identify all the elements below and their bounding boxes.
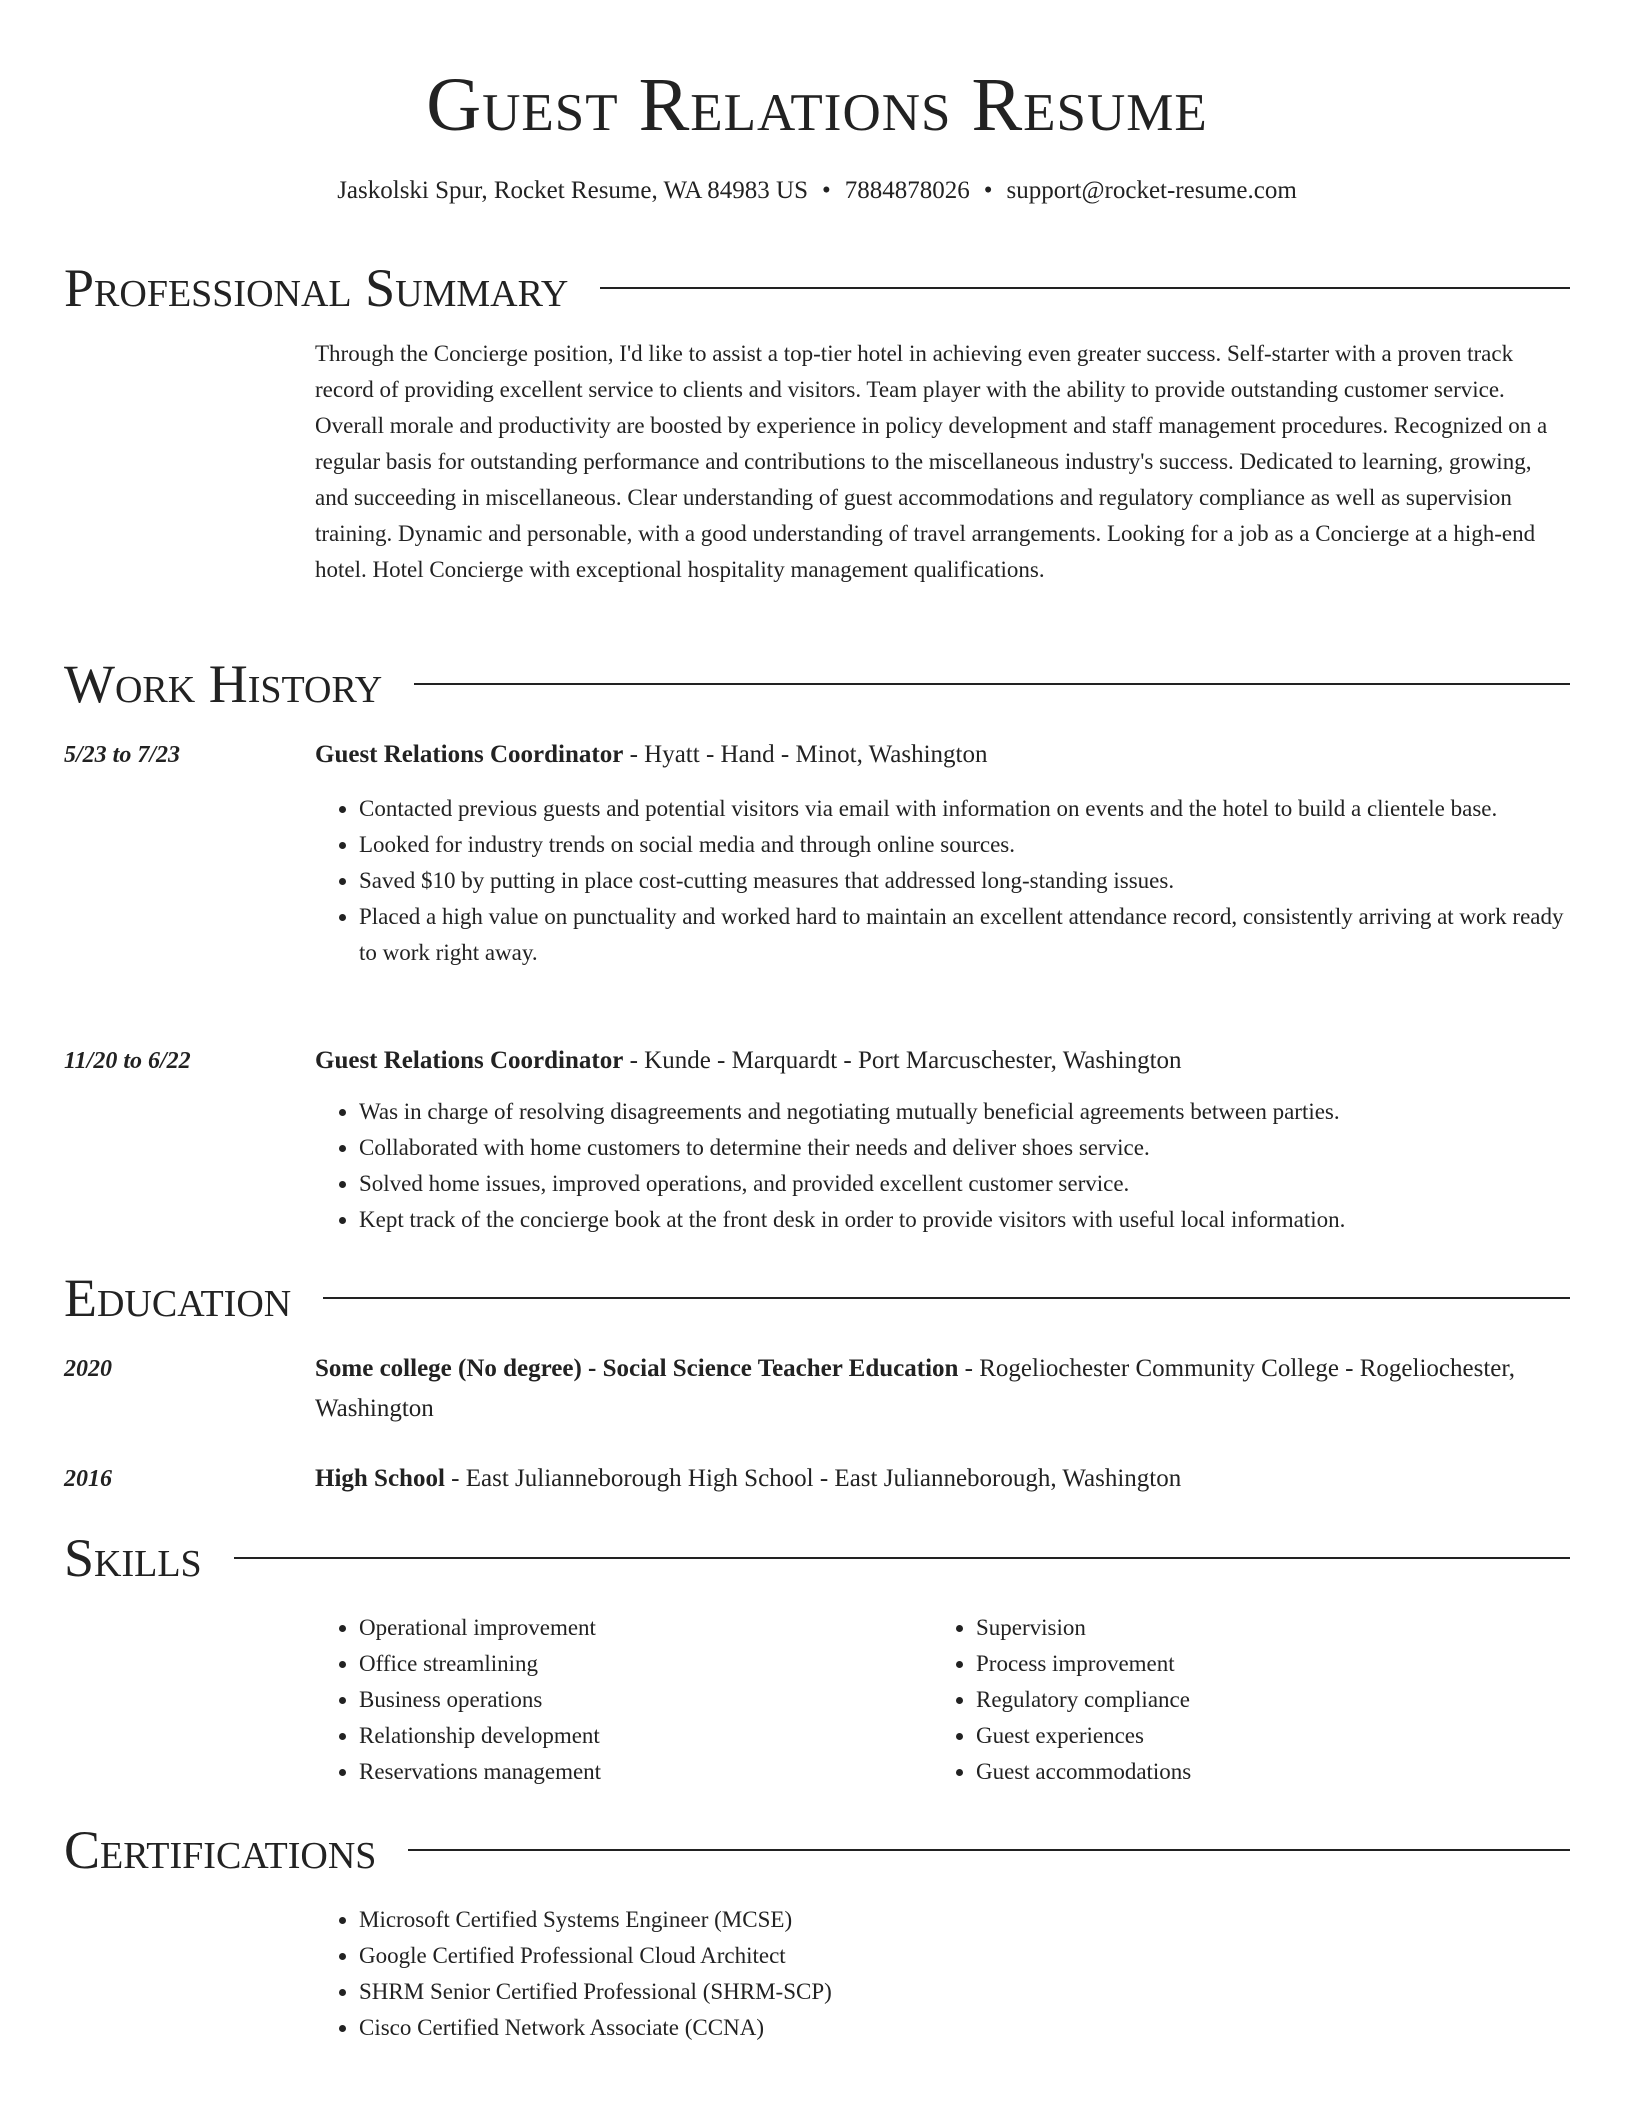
education-year: 2016 [64, 1466, 112, 1492]
section-title-skills: Skills [64, 1528, 202, 1588]
education-heading [315, 1349, 1570, 1429]
section-title-education: Education [64, 1268, 292, 1328]
skill-item: • Supervision [976, 1610, 1536, 1646]
job-bullets [315, 791, 1570, 971]
summary-text: Through the Concierge position, I'd like to assist a top-tier hotel in achieving even greater success. Self-starter with a proven track record of providing excellent service to clients and visitors. Team player with the ability to provide outstanding customer service. Overall morale and productivity are boosted by experience in policy development and staff management procedures. Recognized on a regular basis for outstanding performance and contributions to the miscellaneous industry's success. Dedicated to learning, growing, and succeeding in miscellaneous. Clear understanding of guest accommodations and regulatory compliance as well as supervision training. Dynamic and personable, with a good understanding of travel arrangements. Looking for a job as a Concierge at a high-end hotel. Hotel Concierge with exceptional hospitality management qualifications. [315, 341, 1548, 582]
section-divider [234, 1557, 1570, 1559]
job-details: - Hyatt - Hand - Minot, Washington [623, 741, 988, 768]
contact-email: support@rocket-resume.com [1006, 177, 1297, 204]
job-bullet: • Looked for industry trends on social media and through online sources. [359, 827, 1570, 863]
section-divider [414, 683, 1570, 685]
contact-phone: 7884878026 [844, 177, 970, 204]
certifications-list [315, 1902, 1570, 2046]
skill-item: • Office streamlining [359, 1646, 919, 1682]
skill-item: • Guest accommodations [976, 1754, 1536, 1790]
skills-list-left [315, 1610, 919, 1790]
education-degree: Some college (No degree) - Social Science Teacher Education [315, 1355, 959, 1382]
section-header-education [64, 1268, 1570, 1328]
job-bullet: • Was in charge of resolving disagreements and negotiating mutually beneficial agreements between parties. [359, 1094, 1570, 1130]
job-role: Guest Relations Coordinator [315, 741, 624, 768]
skill-item: • Process improvement [976, 1646, 1536, 1682]
contact-address: Jaskolski Spur, Rocket Resume, WA 84983 US [337, 177, 808, 204]
job-bullet: • Contacted previous guests and potential visitors via email with information on events and the hotel to build a clientele base. [359, 791, 1570, 827]
section-divider [408, 1849, 1570, 1851]
section-header-summary [64, 258, 1570, 318]
certification-item: • Google Certified Professional Cloud Architect [359, 1938, 1570, 1974]
section-header-work-history [64, 654, 1570, 714]
section-title-summary: Professional Summary [64, 258, 569, 318]
education-details: - Rogeliochester Community College - Rogeliochester, Washington [315, 1355, 1515, 1422]
certification-item: • Microsoft Certified Systems Engineer (MCSE) [359, 1902, 1570, 1938]
skills-list-right [932, 1610, 1536, 1790]
job-bullet: • Placed a high value on punctuality and worked hard to maintain an excellent attendance record, consistently arriving at work ready to work right away. [359, 899, 1570, 971]
skill-item: • Guest experiences [976, 1718, 1536, 1754]
contact-separator: • [983, 177, 993, 204]
skill-item: • Regulatory compliance [976, 1682, 1536, 1718]
section-header-skills [64, 1528, 1570, 1588]
certification-item: • Cisco Certified Network Associate (CCNA) [359, 2010, 1570, 2046]
section-title-certifications: Certifications [64, 1820, 377, 1880]
certification-item: • SHRM Senior Certified Professional (SHRM-SCP) [359, 1974, 1570, 2010]
resume-page [64, 0, 1570, 2112]
contact-separator: • [821, 177, 831, 204]
section-divider [600, 287, 1570, 289]
education-heading [315, 1459, 1570, 1499]
contact-line [64, 176, 1570, 206]
education-details: - East Julianneborough High School - East Julianneborough, Washington [444, 1465, 1182, 1492]
section-header-certifications [64, 1820, 1570, 1880]
job-role: Guest Relations Coordinator [315, 1047, 624, 1074]
job-bullet: • Solved home issues, improved operations, and provided excellent customer service. [359, 1166, 1570, 1202]
education-year: 2020 [64, 1356, 112, 1382]
job-heading [315, 735, 1570, 775]
job-bullet: • Collaborated with home customers to determine their needs and deliver shoes service. [359, 1130, 1570, 1166]
skill-item: • Business operations [359, 1682, 919, 1718]
section-title-work-history: Work History [64, 654, 383, 714]
job-details: - Kunde - Marquardt - Port Marcuschester, Washington [623, 1047, 1182, 1074]
section-divider [323, 1297, 1570, 1299]
job-heading [315, 1041, 1570, 1081]
skill-item: • Reservations management [359, 1754, 919, 1790]
job-bullet: • Saved $10 by putting in place cost-cutting measures that addressed long-standing issues. [359, 863, 1570, 899]
job-bullet: • Kept track of the concierge book at the front desk in order to provide visitors with useful local information. [359, 1202, 1570, 1238]
education-degree: High School [315, 1465, 445, 1492]
skill-item: • Operational improvement [359, 1610, 919, 1646]
skill-item: • Relationship development [359, 1718, 919, 1754]
job-bullets [315, 1094, 1570, 1238]
job-dates: 11/20 to 6/22 [64, 1048, 191, 1074]
job-dates: 5/23 to 7/23 [64, 742, 181, 768]
resume-title: Guest Relations Resume [426, 63, 1208, 147]
